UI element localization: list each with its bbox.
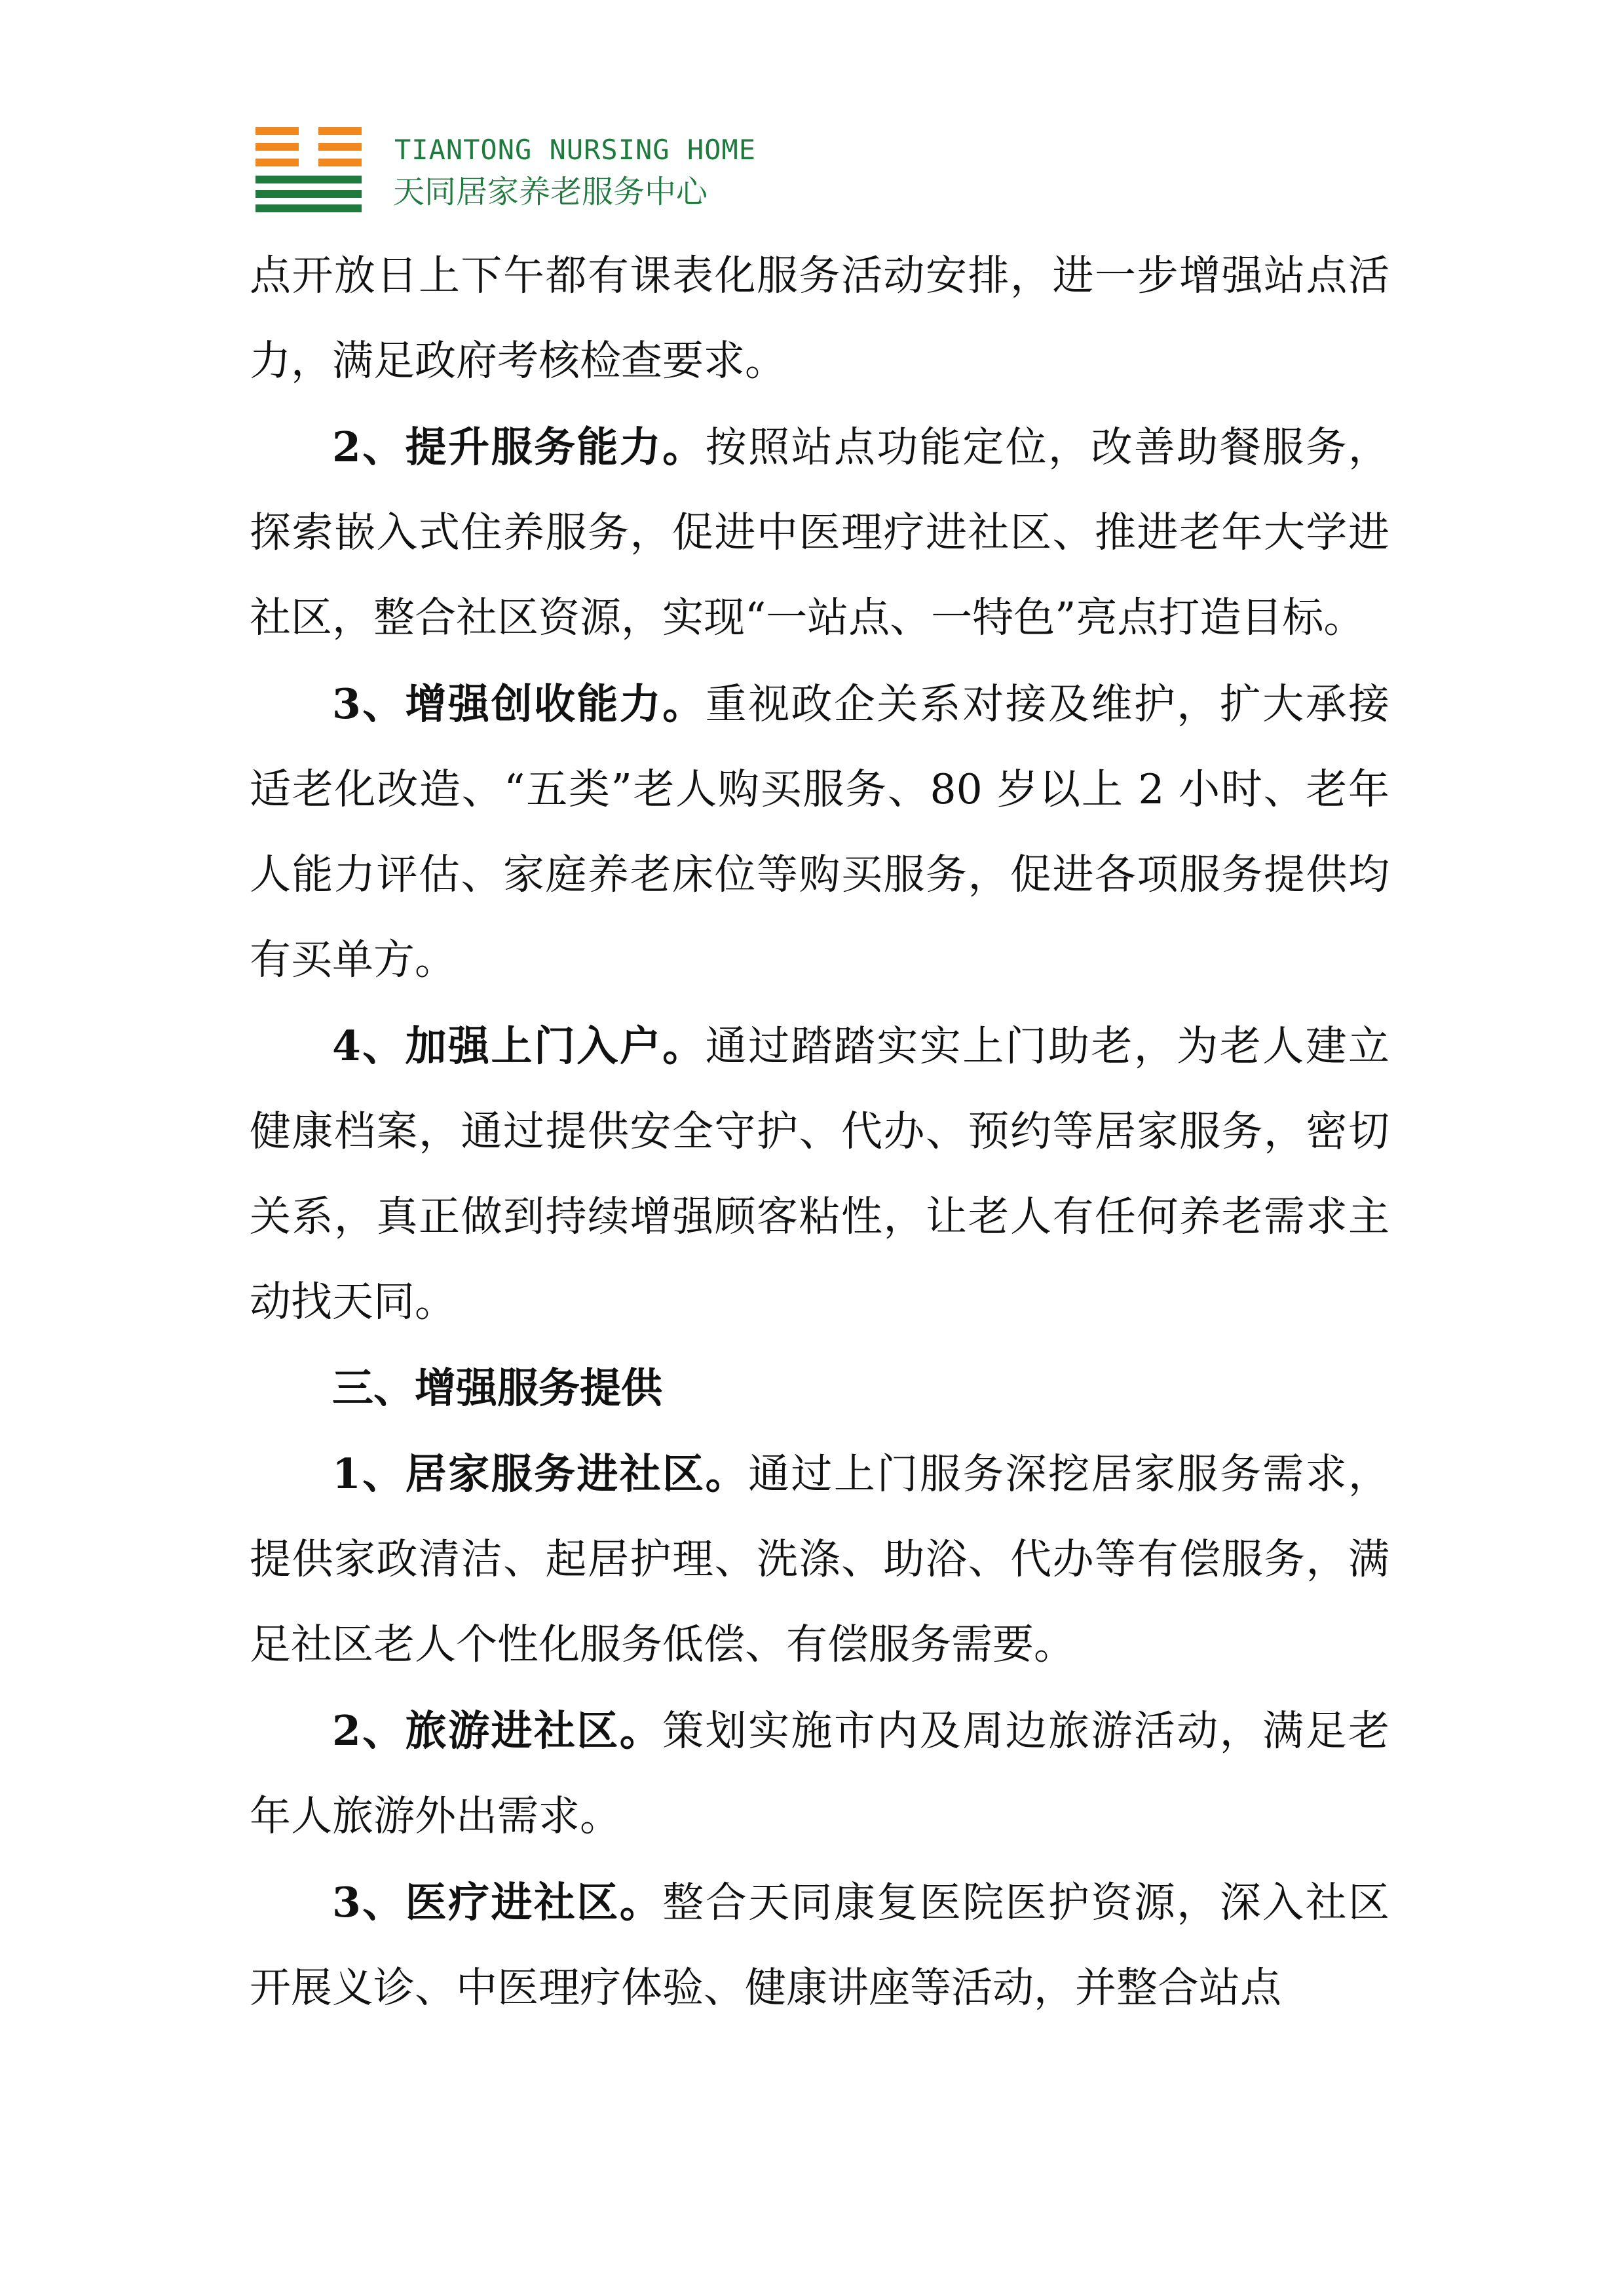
paragraph: 1、居家服务进社区。通过上门服务深挖居家服务需求，提供家政清洁、起居护理、洗涤、助浴、代办等有偿服务，满足社区老人个性化服务低偿、有偿服务需要。 [250,1449,1390,1668]
stripes-logo-icon [255,127,362,204]
paragraph-lead: 2、提升服务能力。 [332,423,706,471]
paragraph: 3、增强创收能力。重视政企关系对接及维护，扩大承接适老化改造、“五类”老人购买服务、80 岁以上 2 小时、老年人能力评估、家庭养老床位等购买服务，促进各项服务提供均有买单方。 [250,679,1390,984]
paragraph: 4、加强上门入户。通过踏踏实实上门助老，为老人建立健康档案，通过提供安全守护、代办、预约等居家服务，密切关系，真正做到持续增强顾客粘性，让老人有任何养老需求主动找天同。 [250,1022,1390,1326]
paragraph-lead: 3、增强创收能力。 [332,679,706,728]
paragraph-lead: 4、加强上门入户。 [332,1022,706,1070]
logo-title-cn: 天同居家养老服务中心 [393,174,708,210]
paragraph: 2、提升服务能力。按照站点功能定位，改善助餐服务，探索嵌入式住养服务，促进中医理疗进社区、推进老年大学进社区，整合社区资源，实现“一站点、一特色”亮点打造目标。 [250,423,1390,641]
paragraph: 点开放日上下午都有课表化服务活动安排，进一步增强站点活力，满足政府考核检查要求。 [250,252,1389,385]
paragraph-lead: 3、医疗进社区。 [332,1878,663,1926]
paragraph-lead: 2、旅游进社区。 [332,1706,663,1755]
section-heading: 三、增强服务提供 [332,1364,662,1412]
paragraph-lead: 1、居家服务进社区。 [332,1449,749,1498]
paragraph: 2、旅游进社区。策划实施市内及周边旅游活动，满足老年人旅游外出需求。 [250,1706,1390,1840]
paragraph: 3、医疗进社区。整合天同康复医院医护资源，深入社区开展义诊、中医理疗体验、健康讲座等活动，并整合站点 [250,1878,1390,2012]
document-body [250,233,1389,2031]
logo-title-en: TIANTONG NURSING HOME [394,134,757,166]
header-logo [255,124,757,210]
